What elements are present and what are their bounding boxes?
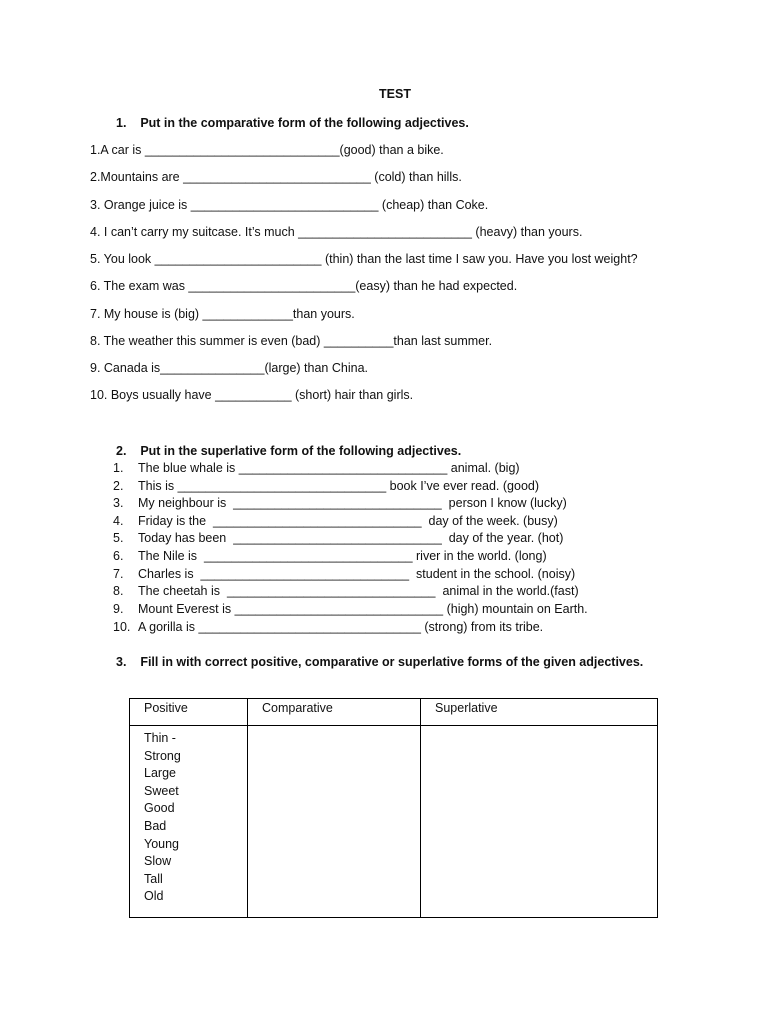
s2-item-5-text: Today has been ______________________________ day of the year. (hot) [138,531,564,545]
table-header-row [130,699,658,726]
s2-item-9-number: 9. [113,602,124,616]
section2-heading: 2. Put in the superlative form of the following adjectives. [116,444,462,458]
positive-word: Thin - [144,731,176,745]
s1-item-5: 5. You look ________________________ (thin) than the last time I saw you. Have you lost weight? [90,252,638,266]
positive-word: Sweet [144,783,179,798]
s1-item-3: 3. Orange juice is ___________________________ (cheap) than Coke. [90,198,489,212]
s1-item-2: 2.Mountains are ___________________________ (cold) than hills. [90,170,462,184]
s2-item-2-number: 2. [113,479,124,493]
s1-item-4: 4. I can’t carry my suitcase. It’s much _________________________ (heavy) than yours. [90,225,583,239]
s2-item-5-number: 5. [113,531,124,545]
positive-word: Old [144,889,164,904]
positive-word: Large [144,766,176,781]
s1-item-9: 9. Canada is_______________(large) than China. [90,361,368,375]
s2-item-6-number: 6. [113,549,124,563]
s1-item-10: 10. Boys usually have ___________ (short) hair than girls. [90,388,414,402]
s1-item-6: 6. The exam was ________________________(easy) than he had expected. [90,279,518,293]
s2-item-4-text: Friday is the ______________________________ day of the week. (busy) [138,514,558,528]
positive-word: Good [144,801,175,816]
comparative-answer-cell[interactable] [248,726,421,918]
superlative-answer-cell[interactable] [421,726,658,918]
s2-item-1-number: 1. [113,461,124,475]
positive-word: Slow [144,854,172,869]
s2-item-10-text: A gorilla is ________________________________ (strong) from its tribe. [138,620,544,634]
positive-word: Bad [144,818,167,833]
s1-item-7: 7. My house is (big) _____________than yours. [90,307,355,321]
header-comparative: Comparative [248,699,421,726]
header-superlative: Superlative [421,699,658,726]
s2-item-10-number: 10. [113,620,131,634]
section3-heading: 3. Fill in with correct positive, comparative or superlative forms of the given adjectives. [116,655,644,669]
s1-item-8: 8. The weather this summer is even (bad) __________than last summer. [90,334,493,348]
s1-item-1: 1.A car is ____________________________(good) than a bike. [90,143,444,157]
s2-item-2-text: This is ______________________________ book I’ve ever read. (good) [138,479,540,493]
positive-word: Strong [144,748,181,763]
s2-item-6-text: The Nile is ______________________________ river in the world. (long) [138,549,547,563]
positive-word: Young [144,836,179,851]
s2-item-1-text: The blue whale is ______________________________ animal. (big) [138,461,520,475]
s2-item-3-text: My neighbour is ______________________________ person I know (lucky) [138,496,567,510]
s2-item-7-number: 7. [113,567,124,581]
s2-item-9-text: Mount Everest is ______________________________ (high) mountain on Earth. [138,602,588,616]
header-positive: Positive [130,699,248,726]
s2-item-7-text: Charles is ______________________________ student in the school. (noisy) [138,567,576,581]
section1-heading: 1. Put in the comparative form of the following adjectives. [116,116,469,130]
page-title: TEST [379,87,411,101]
adjective-forms-table [129,698,658,918]
s2-item-3-number: 3. [113,496,124,510]
s2-item-4-number: 4. [113,514,124,528]
s2-item-8-text: The cheetah is ______________________________ animal in the world.(fast) [138,584,579,598]
table-body-row [130,726,658,918]
positive-word: Tall [144,871,163,886]
s2-item-8-number: 8. [113,584,124,598]
positive-column [130,726,248,918]
